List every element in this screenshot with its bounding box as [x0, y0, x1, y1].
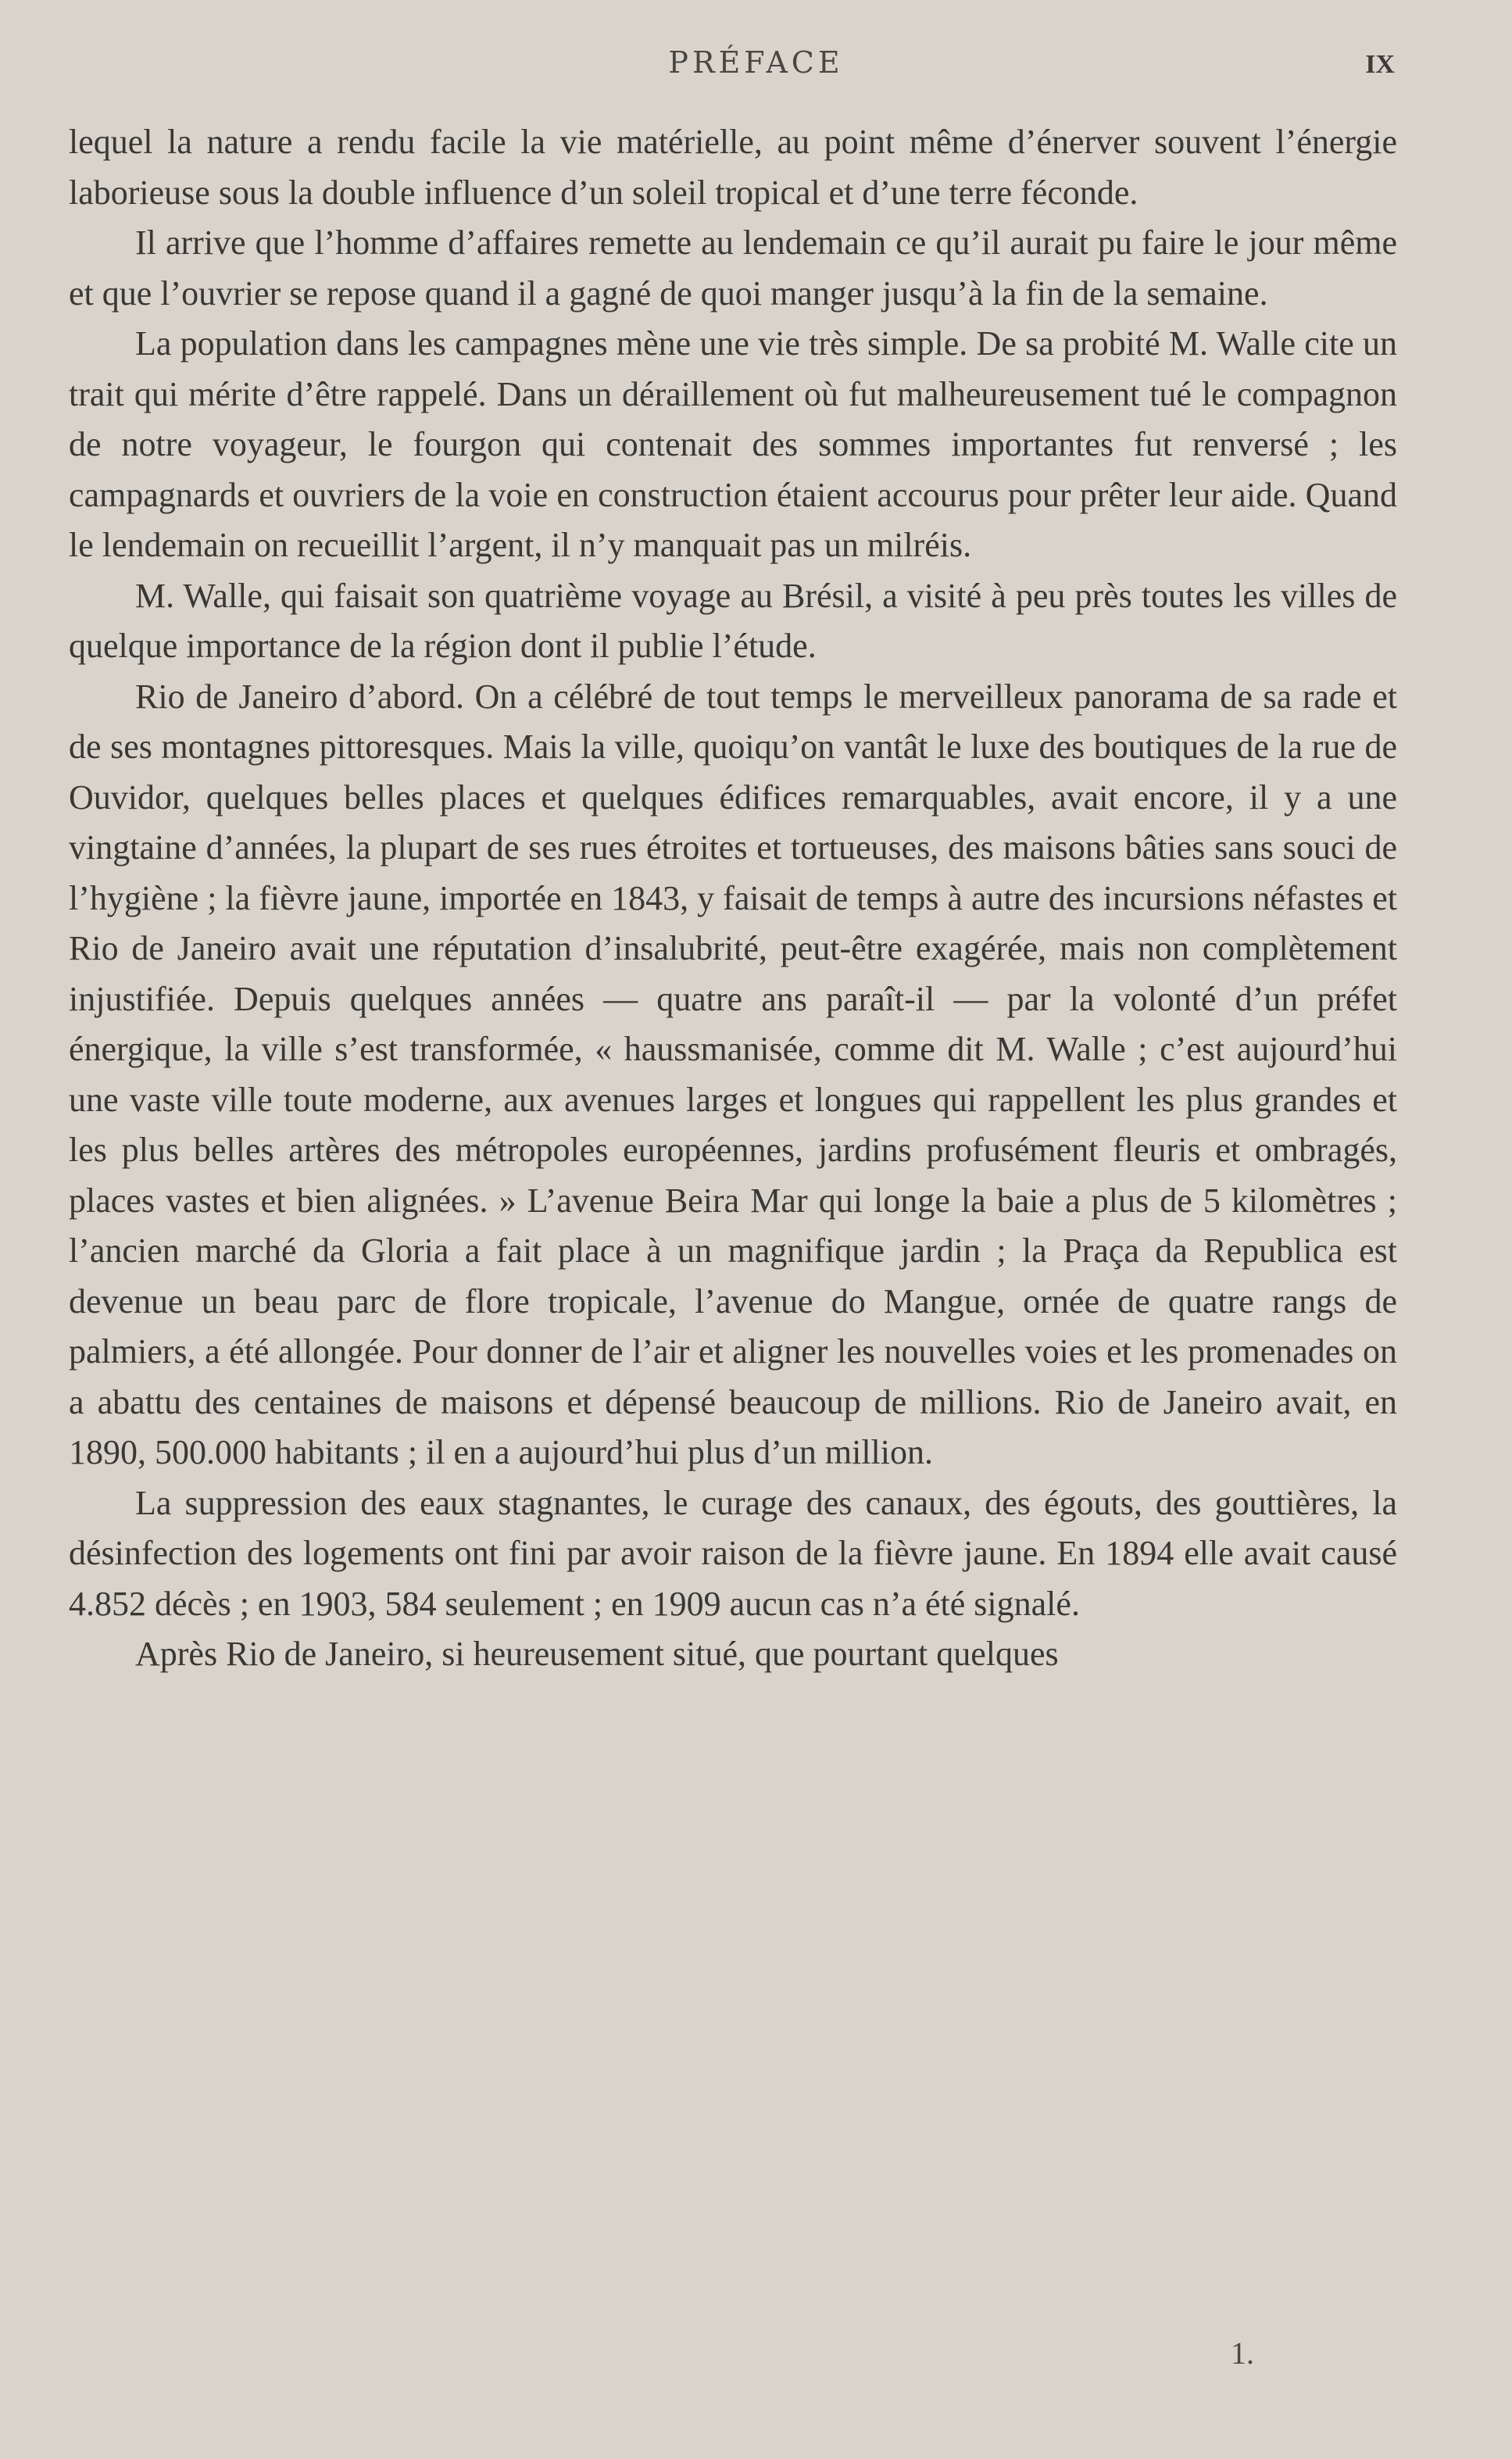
- paragraph-2: Il arrive que l’homme d’affaires remette au lendemain ce qu’il aurait pu faire le jour même et que l’ouvrier se repose quand il a gagné de quoi manger jusqu’à la fin de la semaine.: [69, 223, 1397, 313]
- paragraph-5: Rio de Janeiro d’abord. On a célébré de tout temps le merveilleux panorama de sa rade et de ses montagnes pittoresques. Mais la ville, quoiqu’on vantât le luxe des boutiques de la rue de Ouvidor, quelques belles places et quelques édifices remarquables, avait encore, il y a une vingtaine d’années, la plupart de ses rues étroites et tortueuses, des maisons bâties sans souci de l’hygiène ; la fièvre jaune, importée en 1843, y faisait de temps à autre des incursions néfastes et Rio de Janeiro avait une réputation d’insalubrité, peut-être exagérée, mais non complètement injustifiée. Depuis quelques années — quatre ans paraît-il — par la volonté d’un préfet énergique, la ville s’est transformée, « haussmanisée, comme dit M. Walle ; c’est aujourd’hui une vaste ville toute moderne, aux avenues larges et longues qui rappellent les plus grandes et les plus belles artères des métropoles européennes, jardins profusément fleuris et ombragés, places vastes et bien alignées. » L’avenue Beira Mar qui longe la baie a plus de 5 kilomètres ; l’ancien marché da Gloria a fait place à un magnifique jardin ; la Praça da Republica est devenue un beau parc de flore tropicale, l’avenue do Mangue, ornée de quatre rangs de palmiers, a été allongée. Pour donner de l’air et aligner les nouvelles voies et les promenades on a abattu des centaines de maisons et dépensé beaucoup de millions. Rio de Janeiro avait, en 1890, 500.000 habitants ; il en a aujourd’hui plus d’un million.: [69, 677, 1397, 1471]
- paragraph-6: La suppression des eaux stagnantes, le curage des canaux, des égouts, des gouttières, la désinfection des logements ont fini par avoir raison de la fièvre jaune. En 1894 elle avait causé 4.852 décès ; en 1903, 584 seulement ; en 1909 aucun cas n’a été signalé.: [69, 1483, 1397, 1623]
- running-head: [0, 45, 1512, 92]
- paragraph-4: M. Walle, qui faisait son quatrième voyage au Brésil, a visité à peu près toutes les villes de quelque importance de la région dont il publie l’étude.: [69, 576, 1397, 665]
- paragraph-7: Après Rio de Janeiro, si heureusement situé, que pourtant quelques: [135, 1635, 1059, 1673]
- paragraph-3: La population dans les campagnes mène une vie très simple. De sa probité M. Walle cite un trait qui mérite d’être rappelé. Dans un déraillement où fut malheureusement tué le compagnon de notre voyageur, le fourgon qui contenait des sommes importantes fut renversé ; les campagnards et ouvriers de la voie en construction étaient accourus pour prêter leur aide. Quand le lendemain on recueillit l’argent, il n’y manquait pas un milréis.: [69, 324, 1397, 564]
- signature-mark: 1.: [1231, 2336, 1254, 2371]
- body-text: [69, 117, 1397, 1680]
- paragraph-1: lequel la nature a rendu facile la vie matérielle, au point même d’énerver souvent l’énergie laborieuse sous la double influence d’un soleil tropical et d’une terre féconde.: [69, 123, 1397, 212]
- running-title: PRÉFACE: [668, 45, 844, 80]
- page-number: IX: [1365, 50, 1395, 79]
